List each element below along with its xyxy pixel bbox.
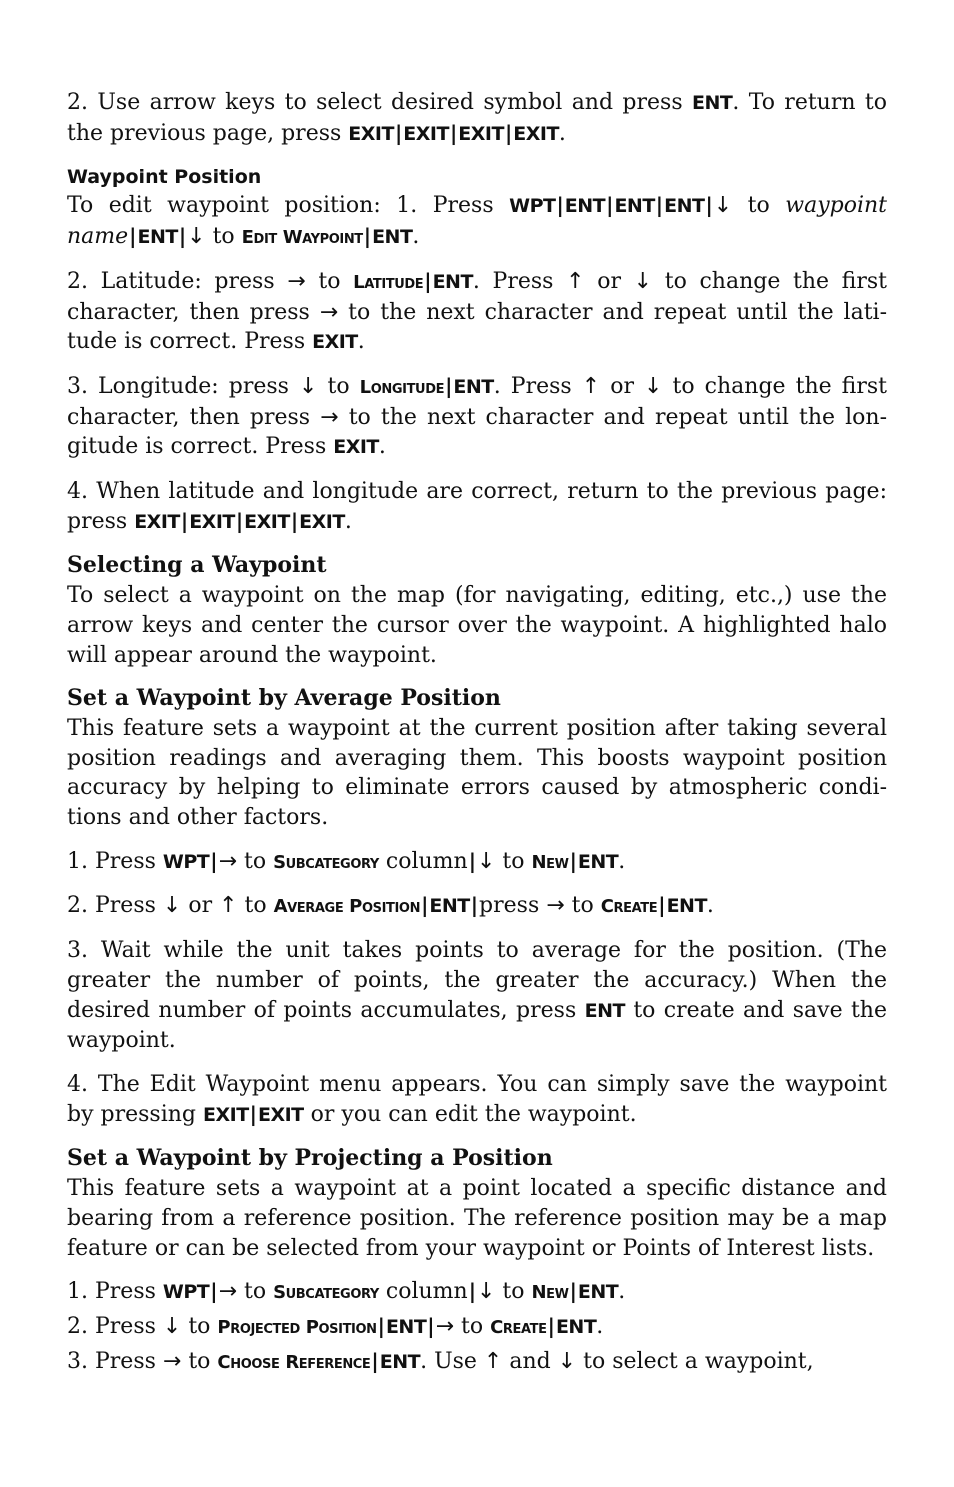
key-label: EXIT — [299, 510, 345, 533]
key-label: ENT — [664, 195, 705, 218]
separator: | — [371, 1348, 379, 1373]
key-label: EXIT — [257, 1103, 304, 1126]
arrow-symbol: → — [162, 1348, 182, 1374]
text-run: Selecting a Waypoint — [67, 552, 327, 579]
text-run: to — [205, 224, 242, 250]
text-run: column — [378, 1279, 468, 1305]
text-run: to — [495, 1279, 532, 1305]
key-label: ENT — [432, 270, 473, 293]
italic-text: waypoint name — [67, 193, 887, 250]
separator: | — [569, 848, 577, 873]
text-run: to — [237, 848, 274, 874]
key-label: EXIT — [244, 510, 290, 533]
menu-label: Subcategory — [273, 851, 379, 873]
key-label: ENT — [614, 195, 655, 218]
key-label: ENT — [577, 850, 619, 873]
text-run: to — [181, 1348, 218, 1374]
text-run: column — [378, 848, 468, 874]
key-label: ENT — [137, 226, 178, 249]
text-run: to change the first character, then press — [67, 268, 888, 325]
text-run: to — [495, 848, 532, 874]
paragraph — [67, 372, 887, 463]
text-run: to — [181, 1313, 218, 1339]
text-run: to — [237, 893, 274, 919]
arrow-symbol: ↓ — [557, 1348, 577, 1374]
key-label: WPT — [162, 1281, 210, 1304]
text-run: To select a waypoint on the map (for navigating, editing, etc.,) use the arrow keys and center the cursor over the waypoint. A highlighted halo will appear around the waypoint. — [67, 583, 887, 668]
manual-page — [67, 88, 887, 1391]
text-run: press — [479, 893, 547, 919]
separator: | — [468, 1279, 476, 1304]
arrow-symbol: → — [319, 299, 339, 325]
separator: | — [178, 224, 187, 249]
separator: | — [427, 1313, 435, 1338]
separator: | — [449, 120, 458, 145]
text-run: to — [732, 193, 786, 219]
paragraph — [67, 714, 887, 833]
arrow-symbol: ↑ — [581, 373, 601, 399]
separator: | — [658, 893, 666, 918]
text-run: . Press — [472, 268, 567, 294]
text-run: . To return to the previous page, press — [67, 90, 887, 146]
separator: | — [249, 1101, 257, 1126]
arrow-symbol: ↓ — [713, 193, 733, 219]
separator: | — [180, 508, 189, 533]
separator: | — [569, 1279, 577, 1304]
arrow-symbol: ↓ — [633, 268, 653, 294]
menu-label: Edit Waypoint — [241, 227, 363, 249]
text-run: Set a Waypoint by Projecting a Position — [67, 1145, 553, 1172]
arrow-symbol: ↓ — [162, 893, 182, 919]
arrow-symbol: ↓ — [644, 373, 663, 399]
arrow-symbol: → — [287, 268, 306, 294]
key-label: ENT — [666, 895, 707, 918]
key-label: WPT — [509, 195, 556, 218]
text-run: 1. Press — [67, 1279, 163, 1305]
text-run: Waypoint Position — [67, 166, 262, 189]
separator: | — [235, 508, 244, 533]
text-run: or — [600, 373, 645, 399]
paragraph — [67, 1070, 887, 1130]
key-label: WPT — [162, 850, 210, 873]
key-label: ENT — [379, 1350, 421, 1373]
arrow-symbol: → — [546, 893, 565, 919]
text-run: This feature sets a waypoint at the current position after taking several position readings and averaging them. This boosts waypoint position accuracy by helping to eliminate errors caused by atmospheric conditions and other factors. — [67, 715, 887, 831]
text-run: or — [584, 268, 634, 294]
key-label: EXIT — [403, 122, 449, 145]
text-run: or — [181, 893, 220, 919]
key-label: ENT — [555, 1315, 597, 1338]
separator: | — [394, 120, 403, 145]
text-run: 2. Press — [67, 1313, 163, 1339]
paragraph — [67, 1312, 887, 1343]
menu-label: Latitude — [353, 271, 424, 293]
text-run: . — [558, 120, 566, 146]
text-run: . — [357, 329, 365, 355]
paragraph — [67, 477, 887, 537]
text-run: . Use — [420, 1348, 484, 1374]
paragraph — [67, 267, 887, 358]
separator: | — [445, 373, 453, 398]
text-run: To edit waypoint position: 1. Press — [67, 193, 510, 219]
menu-label: Subcategory — [273, 1282, 379, 1304]
key-label: ENT — [564, 195, 606, 218]
text-run: to — [564, 893, 601, 919]
text-run: . — [344, 508, 352, 534]
text-run: to the next character and repeat until the longitude is correct. Press — [67, 404, 888, 460]
key-label: EXIT — [134, 510, 180, 533]
text-run: Set a Waypoint by Average Position — [67, 685, 501, 712]
paragraph — [67, 88, 887, 149]
paragraph — [67, 936, 887, 1056]
key-label: ENT — [584, 999, 625, 1022]
menu-label: Projected Position — [217, 1316, 377, 1338]
text-run: This feature sets a waypoint at a point located a specific distance and bearing from a reference position. The reference position may be a map feature or can be selected from your waypoint or Points of Interest lists. — [67, 1176, 887, 1261]
separator: | — [655, 193, 664, 218]
separator: | — [421, 893, 429, 918]
key-label: EXIT — [189, 510, 235, 533]
separator: | — [468, 848, 476, 873]
key-label: ENT — [372, 226, 413, 249]
text-run: to — [305, 268, 354, 294]
separator: | — [606, 193, 614, 218]
separator: | — [290, 508, 299, 533]
paragraph — [67, 847, 887, 878]
arrow-symbol: → — [320, 404, 339, 430]
key-label: ENT — [429, 895, 470, 918]
separator: | — [504, 120, 513, 145]
paragraph — [67, 1174, 887, 1263]
text-run: to — [237, 1279, 274, 1305]
separator: | — [129, 224, 137, 249]
paragraph — [67, 891, 887, 922]
text-run: 3. Press — [67, 1348, 163, 1374]
menu-label: New — [531, 1282, 569, 1304]
arrow-symbol: ↓ — [162, 1313, 182, 1339]
text-run: to change the first character, then press — [67, 373, 888, 430]
text-run: 4. The Edit Waypoint menu appears. You can simply save the waypoint by pressing — [67, 1071, 887, 1127]
separator: | — [424, 268, 432, 293]
key-label: EXIT — [312, 331, 358, 354]
arrow-symbol: → — [218, 1279, 237, 1305]
separator: | — [470, 893, 479, 918]
text-run: . — [412, 224, 420, 250]
separator: | — [705, 193, 713, 218]
menu-label: Average Position — [273, 896, 421, 918]
text-run: 2. Latitude: press — [67, 268, 288, 294]
separator: | — [363, 224, 372, 249]
separator: | — [210, 1279, 218, 1304]
separator: | — [547, 1313, 555, 1338]
text-run: . — [618, 1279, 626, 1305]
text-run: to — [454, 1313, 491, 1339]
text-run: 3. Longitude: press — [67, 373, 300, 399]
text-run: and — [502, 1348, 558, 1374]
key-label: EXIT — [513, 122, 559, 145]
text-run: 1. Press — [67, 848, 163, 874]
section-heading — [67, 551, 887, 581]
menu-label: Create — [490, 1316, 547, 1338]
text-run: to create and save the waypoint. — [67, 997, 887, 1054]
paragraph — [67, 191, 887, 252]
text-run: 2. Use arrow keys to select desired symbol and press — [67, 90, 693, 115]
text-run: . — [596, 1313, 604, 1339]
separator: | — [377, 1313, 385, 1338]
key-label: ENT — [577, 1281, 619, 1304]
text-run: to select a waypoint, — [576, 1348, 814, 1374]
arrow-symbol: ↑ — [566, 268, 585, 294]
arrow-symbol: ↑ — [483, 1348, 503, 1374]
menu-label: Longitude — [359, 376, 445, 398]
text-run: . — [706, 893, 714, 919]
paragraph — [67, 1347, 887, 1378]
text-run: to — [317, 373, 360, 399]
key-label: EXIT — [333, 436, 379, 459]
key-label: ENT — [385, 1315, 427, 1338]
paragraph — [67, 1277, 887, 1308]
text-run: 4. When latitude and longitude are correct, return to the previous page: press — [67, 479, 887, 534]
key-label: ENT — [692, 92, 733, 114]
paragraph — [67, 581, 887, 670]
arrow-symbol: ↓ — [477, 1279, 496, 1305]
separator: | — [210, 848, 218, 873]
subsection-heading — [67, 163, 887, 191]
key-label: ENT — [453, 375, 494, 398]
section-heading — [67, 684, 887, 714]
key-label: EXIT — [203, 1103, 249, 1126]
text-run: . — [618, 848, 626, 874]
section-heading — [67, 1144, 887, 1174]
menu-label: Choose Reference — [217, 1351, 371, 1373]
key-label: EXIT — [458, 122, 504, 145]
key-label: EXIT — [348, 122, 394, 145]
arrow-symbol: ↓ — [299, 373, 318, 399]
text-run: . — [378, 434, 386, 460]
text-run: to the next character and repeat until the latitude is correct. Press — [67, 299, 888, 355]
menu-label: Create — [600, 896, 658, 918]
text-run: or you can edit the waypoint. — [303, 1101, 637, 1127]
arrow-symbol: ↓ — [187, 224, 206, 250]
arrow-symbol: → — [218, 848, 237, 874]
arrow-symbol: → — [435, 1313, 455, 1339]
arrow-symbol: ↑ — [219, 893, 238, 919]
arrow-symbol: ↓ — [477, 848, 496, 874]
separator: | — [556, 193, 564, 218]
menu-label: New — [531, 851, 569, 873]
text-run: 2. Press — [67, 893, 163, 919]
text-run: . Press — [493, 373, 582, 399]
text-run: 3. Wait while the unit takes points to average for the position. (The greater the number of points, the greater the accuracy.) When the desired number of points accumulates, press — [67, 938, 887, 1023]
